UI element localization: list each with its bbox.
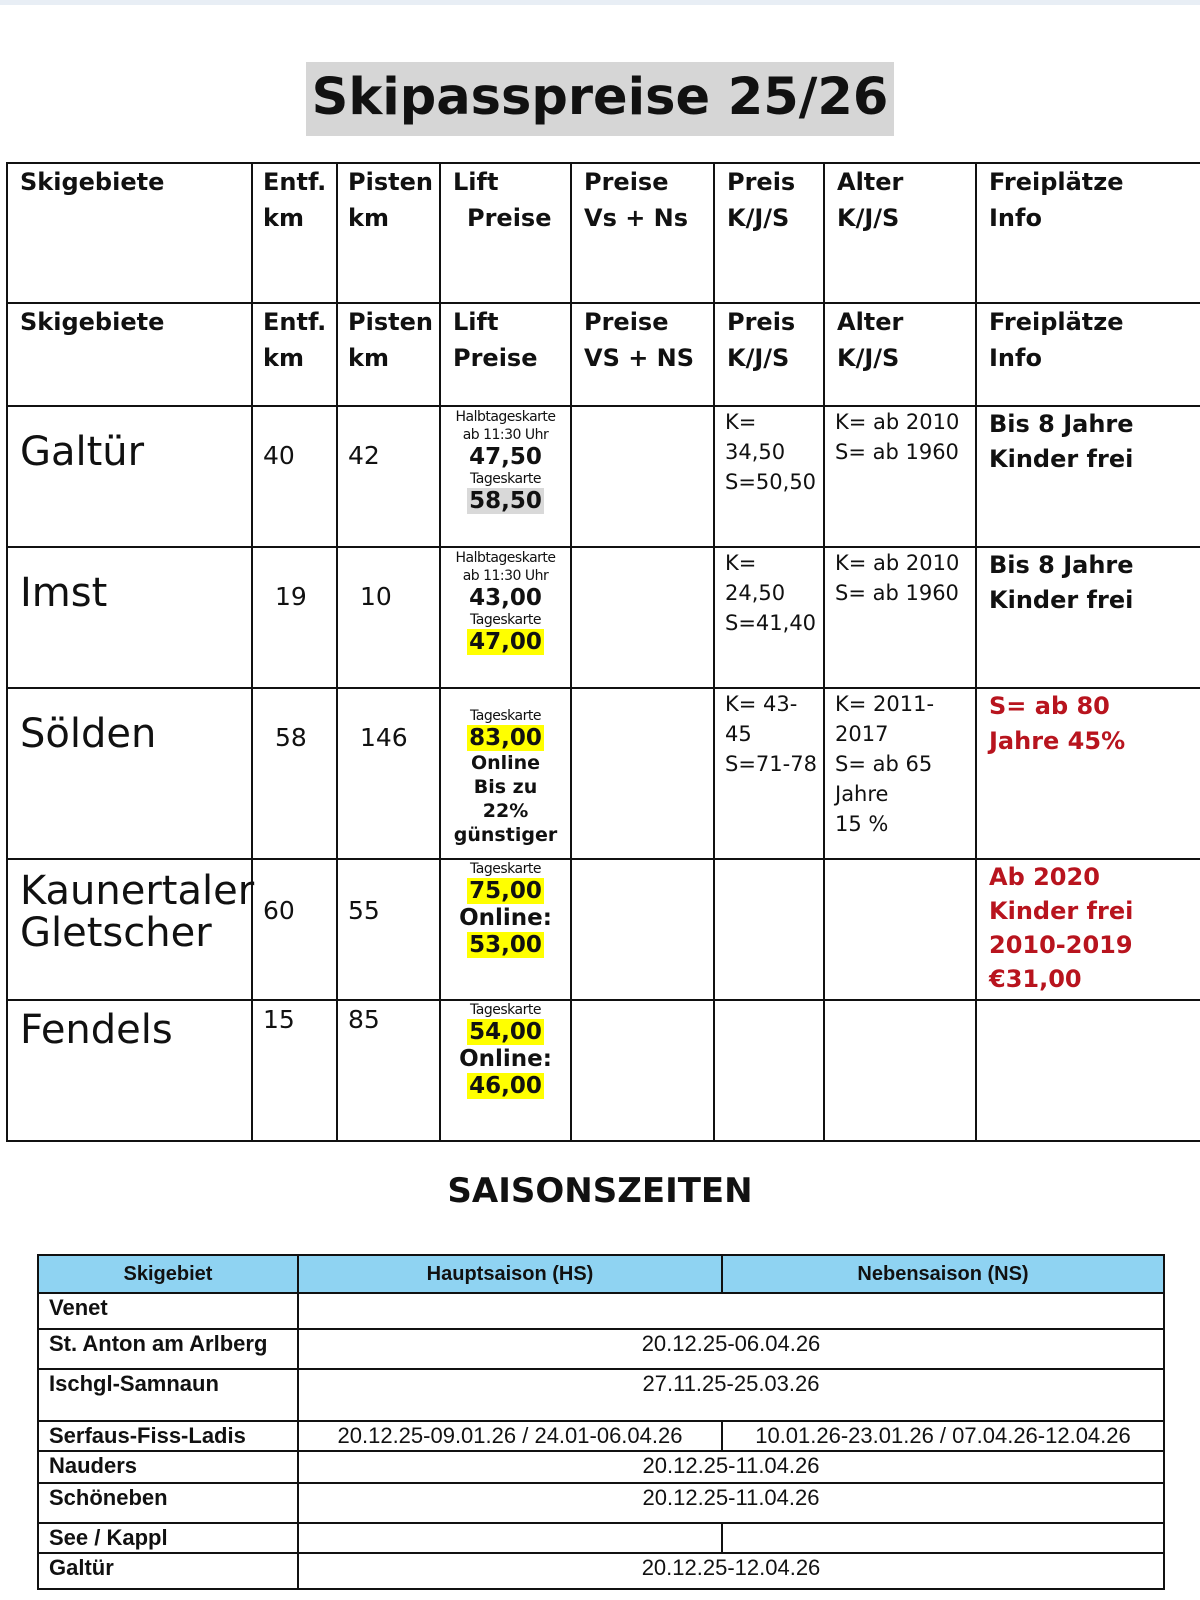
online-price-value: 53,00 [469,932,542,959]
day-ticket-price [441,1019,570,1045]
top-border [0,0,1200,5]
resort-name: Galtür [20,428,145,475]
header-pisten: Pisten km [348,168,433,232]
title-wrap [0,62,1200,136]
half-day-time: ab 11:30 Uhr [462,567,549,584]
slopes-km: 55 [348,896,380,926]
online-note: Bis zu [473,775,538,798]
table-row [7,1000,1200,1141]
day-ticket-label: Tageskarte [470,611,541,628]
table-row [7,859,1200,1000]
season-dates-hs: 20.12.25-09.01.26 / 24.01-06.04.26 [337,1423,683,1448]
header-freiplaetze: Freiplätze Info [989,168,1124,232]
half-day-label: Halbtageskarte [455,549,556,566]
season-dates: 27.11.25-25.03.26 [642,1371,820,1396]
day-ticket-price [441,725,570,751]
day-ticket-price [441,488,570,514]
free-places-info: Bis 8 Jahre Kinder frei [989,550,1134,614]
free-places-info: Ab 2020 Kinder frei 2010-2019 €31,00 [989,863,1134,994]
season-resort-name: Galtür [49,1555,114,1580]
season-dates: 20.12.25-12.04.26 [641,1555,821,1580]
season-header-row [38,1255,1164,1293]
header-lift: Lift [453,168,499,196]
day-ticket-label: Tageskarte [470,707,541,724]
day-ticket-price-value: 47,00 [469,628,542,655]
half-day-price [441,444,570,470]
header-alter: Alter K/J/S [837,168,904,232]
slopes-km: 10 [360,581,392,611]
price-kjs: K= 24,50 S=41,40 [725,550,817,635]
online-note-end: günstiger [453,823,558,846]
season-row [38,1369,1164,1421]
age-kjs: K= 2011- 2017 S= ab 65 Jahre 15 % [835,691,935,836]
season-row [38,1293,1164,1329]
price-table [6,162,1200,1142]
free-places-info: S= ab 80 Jahre 45% [989,691,1126,755]
distance-km: 60 [263,896,295,926]
distance-km: 40 [263,440,295,470]
online-discount: 22% [482,799,529,822]
day-ticket-price-value: 54,00 [469,1019,542,1046]
table-row [7,406,1200,547]
half-day-price [441,585,570,611]
header-preise: Preise Vs + Ns [584,168,689,232]
header-preise: Preise VS + NS [584,307,695,372]
season-row [38,1553,1164,1589]
day-ticket-label: Tageskarte [470,1002,541,1019]
day-ticket-price-value: 75,00 [469,878,542,905]
header-lift-preise: Lift Preise [453,307,538,372]
page-title: Skipasspreise 25/26 [306,62,895,136]
season-table [37,1254,1165,1590]
header-alter: Alter K/J/S [837,307,904,372]
online-price-value: 46,00 [469,1073,542,1100]
day-ticket-price-value: 58,50 [469,487,542,514]
free-places-info: Bis 8 Jahre Kinder frei [989,409,1134,473]
header-row-2 [7,303,1200,406]
season-title: SAISONSZEITEN [447,1171,753,1211]
header-pisten: Pisten km [348,307,433,372]
slopes-km: 146 [360,722,408,752]
age-kjs: K= ab 2010 S= ab 1960 [835,550,960,605]
season-header-skigebiet: Skigebiet [38,1255,298,1293]
distance-km: 58 [275,722,307,752]
day-ticket-price-value: 83,00 [469,724,542,751]
half-day-time: ab 11:30 Uhr [462,426,549,443]
season-dates-ns: 10.01.26-23.01.26 / 07.04.26-12.04.26 [755,1423,1131,1448]
season-row [38,1523,1164,1553]
distance-km: 15 [263,1005,295,1035]
season-resort-name: Nauders [49,1453,138,1478]
season-row [38,1483,1164,1523]
resort-name: Fendels [20,1007,173,1054]
header-entf: Entf. km [263,307,327,372]
header-preis: Preis K/J/S [727,307,796,372]
season-resort-name: Ischgl-Samnaun [49,1371,219,1396]
half-day-price-value: 43,00 [469,584,542,611]
half-day-price-value: 47,50 [469,443,542,470]
online-label: Online [470,751,541,774]
table-row [7,688,1200,860]
resort-name: Sölden [20,710,157,757]
header-preis: Preis K/J/S [727,168,796,232]
season-header-ns: Nebensaison (NS) [722,1255,1164,1293]
season-resort-name: St. Anton am Arlberg [49,1331,268,1356]
resort-name: Imst [20,569,108,616]
header-skigebiete: Skigebiete [20,307,165,336]
half-day-label: Halbtageskarte [455,408,556,425]
day-ticket-label: Tageskarte [470,861,541,878]
day-ticket-price [441,629,570,655]
header-lift-preise: Preise [467,204,552,232]
season-resort-name: Venet [49,1295,108,1320]
header-freiplaetze: Freiplätze Info [989,307,1124,372]
slopes-km: 42 [348,440,380,470]
header-entf: Entf. km [263,168,327,232]
season-dates: 20.12.25-06.04.26 [641,1331,821,1356]
slopes-km: 85 [348,1005,380,1035]
online-label: Online: [459,1046,552,1073]
season-row [38,1421,1164,1451]
day-ticket-price [441,878,570,904]
distance-km: 19 [275,581,307,611]
header-row-1 [7,163,1200,303]
day-ticket-label: Tageskarte [470,470,541,487]
season-dates: 20.12.25-11.04.26 [642,1453,820,1478]
season-resort-name: See / Kappl [49,1525,168,1550]
season-row [38,1451,1164,1483]
season-row [38,1329,1164,1369]
season-dates: 20.12.25-11.04.26 [642,1485,820,1510]
online-price [441,1073,570,1099]
season-header-hs: Hauptsaison (HS) [298,1255,722,1293]
price-kjs: K= 43- 45 S=71-78 [725,691,817,776]
season-resort-name: Schöneben [49,1485,168,1510]
season-resort-name: Serfaus-Fiss-Ladis [49,1423,246,1448]
table-row [7,547,1200,688]
price-kjs: K= 34,50 S=50,50 [725,409,817,494]
resort-name: Kaunertaler [20,868,255,915]
online-label: Online: [459,905,552,932]
age-kjs: K= ab 2010 S= ab 1960 [835,409,960,464]
header-skigebiete: Skigebiete [20,168,165,196]
resort-name-line-2: Gletscher [20,910,212,957]
online-price [441,932,570,958]
